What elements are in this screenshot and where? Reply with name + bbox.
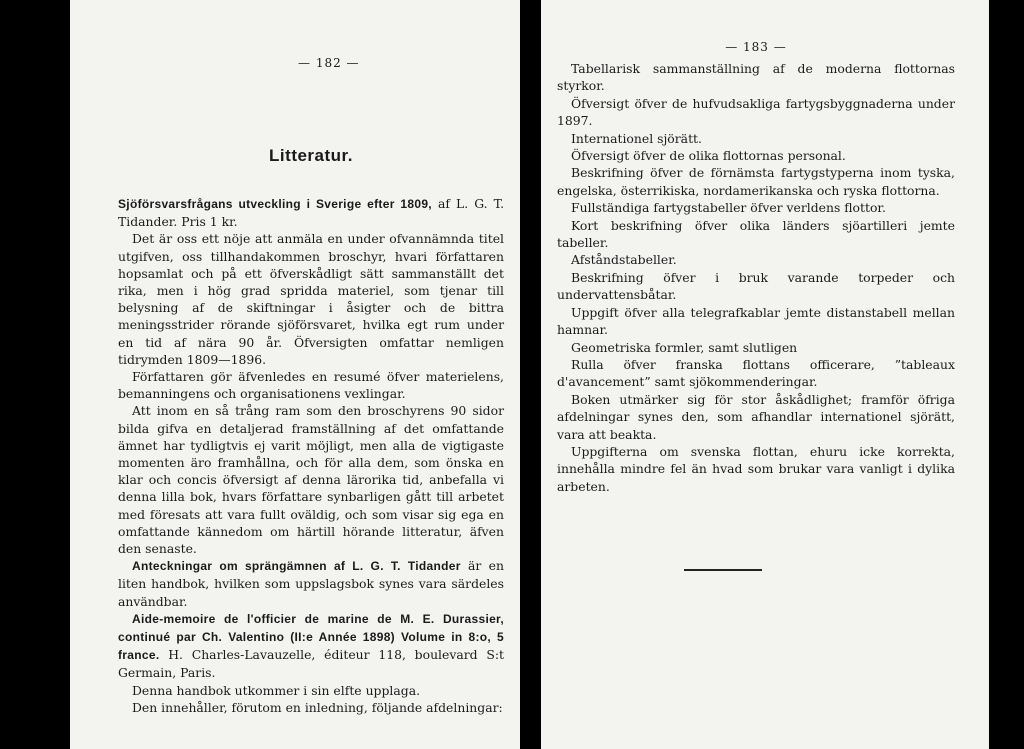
list-item: Öfversigt öfver de olika flottornas personal. xyxy=(571,148,846,164)
entry-paragraph: Denna handbok utkommer i sin elfte upplaga. xyxy=(132,682,421,698)
body-paragraph: Boken utmärker sig för stor åskådlighet; framför öfriga afdelningar synes den, som afhandlar internationel sjörätt, vara att beakta. xyxy=(557,391,955,442)
end-rule xyxy=(684,569,762,571)
left-page xyxy=(70,0,520,749)
entry-paragraph: Författaren gör äfvenledes en resumé öfver materielens, bemanningens och organisationens vexlingar. xyxy=(118,369,504,402)
page-number: — 183 — xyxy=(725,40,787,54)
page-number: — 182 — xyxy=(298,56,360,70)
list-item: Geometriska formler, samt slutligen xyxy=(571,339,798,355)
list-item: Kort beskrifning öfver olika länders sjöartilleri jemte tabeller. xyxy=(557,217,955,251)
entry-title: Aide-memoire de l'officier de marine de M. E. Durassier, continué par Ch. Valentino (II:e Année 1898) Volume in 8:o, 5 france. xyxy=(118,611,504,663)
entry-title: Anteckningar om sprängämnen af L. G. T. Tidander xyxy=(132,559,461,574)
list-item: Tabellarisk sammanställning af de moderna flottornas styrkor. xyxy=(557,61,955,94)
list-item: Beskrifning öfver i bruk varande torpeder och undervattensbåtar. xyxy=(557,269,955,303)
entry-paragraph: Den innehåller, förutom en inledning, följande afdelningar: xyxy=(132,699,503,715)
section-heading: Litteratur. xyxy=(269,146,353,165)
list-item: Afståndstabeller. xyxy=(571,252,677,268)
list-item: Uppgift öfver alla telegrafkablar jemte distanstabell mellan hamnar. xyxy=(557,304,955,338)
entry-paragraph: Att inom en så trång ram som den broschyrens 90 sidor bilda gifva en detaljerad framställning af det omfattande ämnet har tydligtvis ej varit möjligt, men alla de vigtigaste momenten äro framhållna, och för alla dem, som önska en klar och concis öfversigt af denna lärorika tid, anbefalla vi denna lilla bok, hvars författare synbarligen gått till arbetet med föresats att vara fullt oväldig, och som visar sig ega en omfattande kännedom om härtill hörande litteratur, äfven den senaste. xyxy=(118,403,504,557)
entry-paragraph: Aide-memoire de l'officier de marine de M. E. Durassier, continué par Ch. Valentino (II:e Année 1898) Volume in 8:o, 5 france. H. Charles-Lavauzelle, éditeur 118, boulevard S:t Germain, Paris. xyxy=(118,611,504,681)
entry-paragraph: Sjöförsvarsfrågans utveckling i Sverige efter 1809, af L. G. T. Tidander. Pris 1 kr. xyxy=(118,196,505,230)
entry-paragraph: Det är oss ett nöje att anmäla en under ofvannämnda titel utgifven, oss tillhandakommen broschyr, hvari författaren hopsamlat och på ett öfverskådligt sätt sammanställt det rika, men i hög grad spridda materiel, som tjenar till belysning af de skiftningar i åsigter och de bittra meningsstrider rörande sjöförsvaret, hvilka egt rum under en tid af nära 90 år. Öfversigten omfattar nemligen tidrymden 1809—1896. xyxy=(118,231,504,367)
entry-title: Sjöförsvarsfrågans utveckling i Sverige efter 1809, xyxy=(118,197,432,211)
list-item: Internationel sjörätt. xyxy=(571,130,702,146)
list-item: Öfversigt öfver de hufvudsakliga fartygsbyggnaderna under 1897. xyxy=(557,95,955,129)
list-item: Beskrifning öfver de förnämsta fartygstyperna inom tyska, engelska, österrikiska, nordamerikanska och ryska flottorna. xyxy=(557,165,955,198)
list-item: Fullständiga fartygstabeller öfver verldens flottor. xyxy=(571,200,886,216)
list-item: Rulla öfver franska flottans officerare, ”tableaux d'avancement” samt sjökommenderingar. xyxy=(557,356,955,390)
right-page xyxy=(541,0,989,749)
entry-paragraph: Anteckningar om sprängämnen af L. G. T. Tidander är en liten handbok, hvilken som uppslagsbok synes vara särdeles användbar. xyxy=(118,558,504,609)
body-paragraph: Uppgifterna om svenska flottan, ehuru icke korrekta, innehålla mindre fel än hvad som brukar vara vanligt i dylika arbeten. xyxy=(557,443,955,494)
